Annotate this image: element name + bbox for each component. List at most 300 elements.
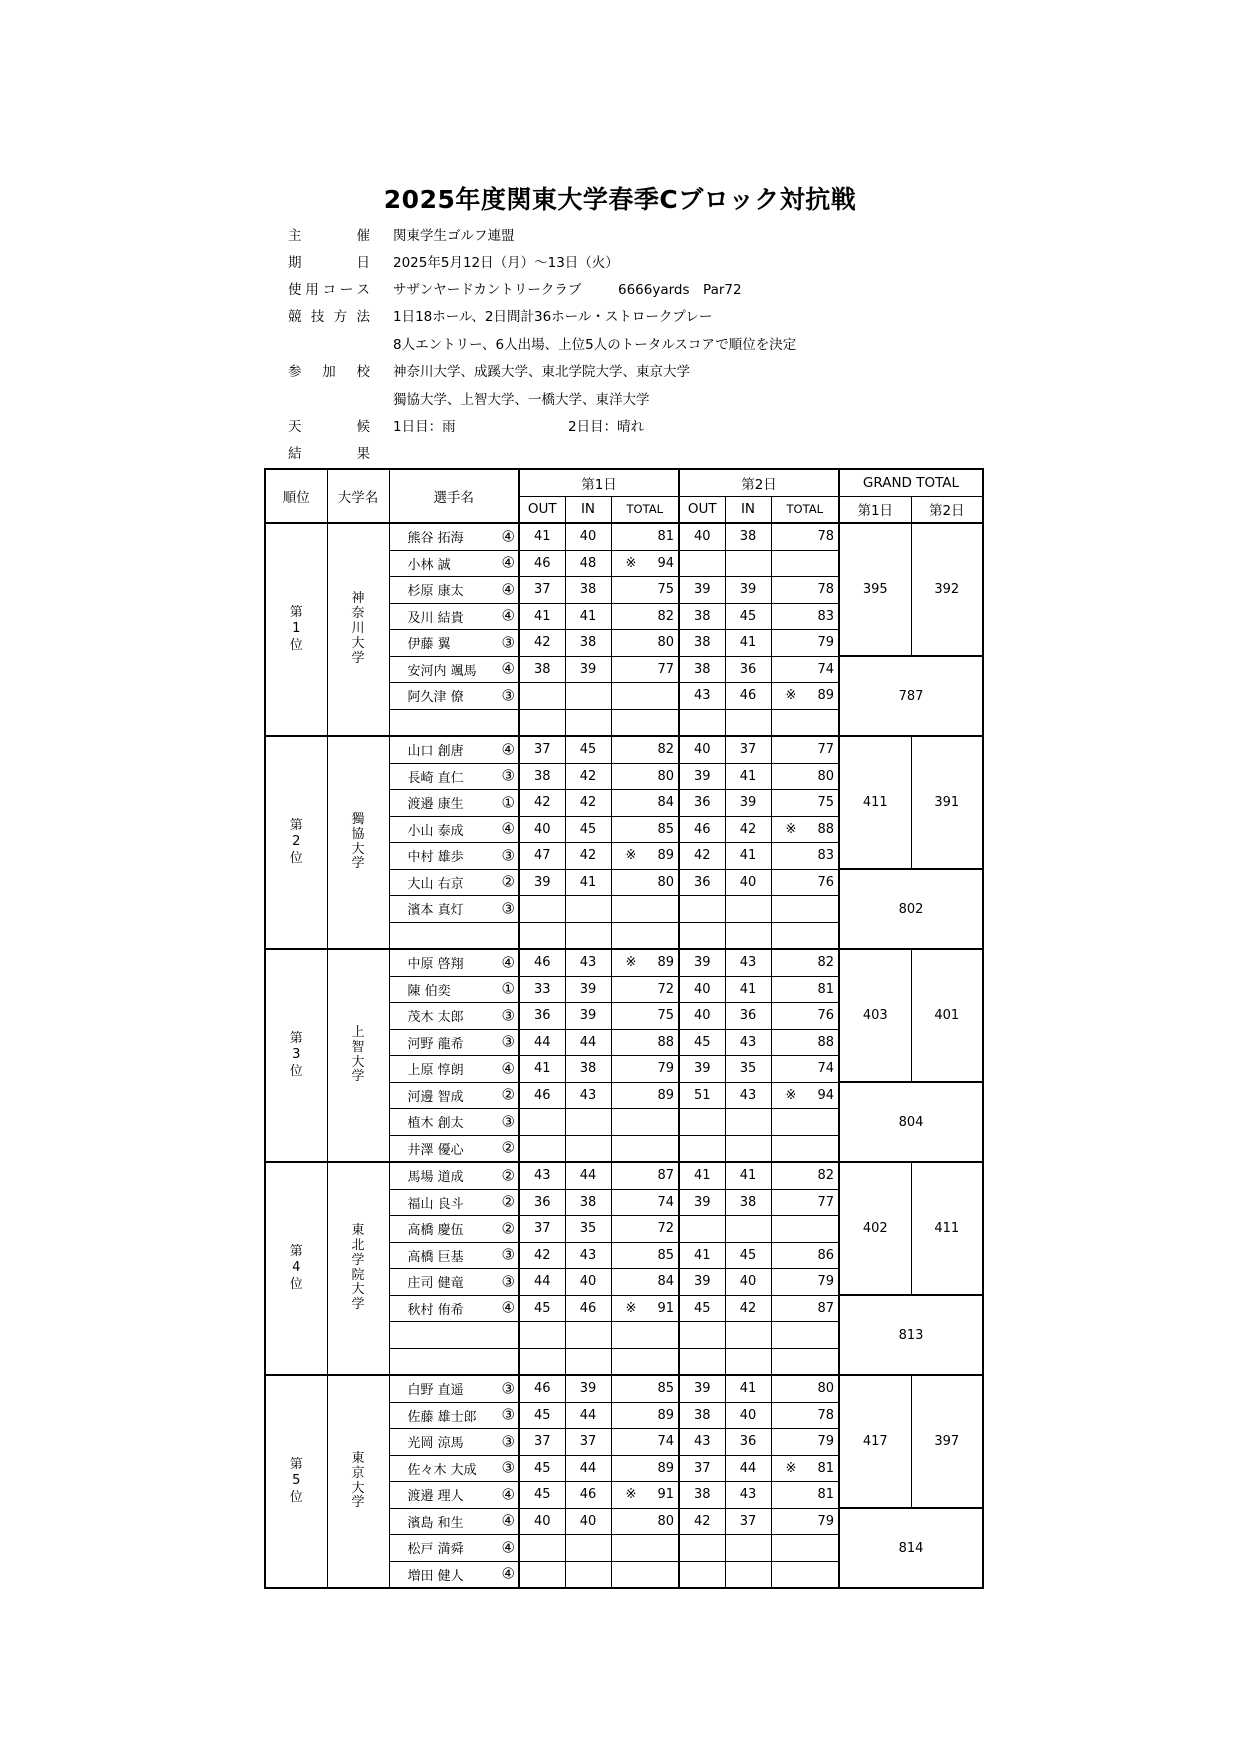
d2-out-score: 40 xyxy=(679,1003,725,1030)
grade-badge: ④ xyxy=(501,740,515,759)
team-grand-total: 787 xyxy=(839,656,983,736)
rank-cell xyxy=(265,1162,327,1375)
d1-total-score xyxy=(611,949,679,976)
rank-label: 第1位 xyxy=(289,605,303,653)
team-grand-total: 802 xyxy=(839,869,983,949)
d1-out-score xyxy=(519,709,565,736)
d1-out-score: 44 xyxy=(519,1029,565,1056)
player-name xyxy=(389,790,519,817)
total-value: 81 xyxy=(657,529,674,545)
grade-badge: ③ xyxy=(501,766,515,785)
d2-in-score xyxy=(725,1322,771,1349)
d1-in-score xyxy=(565,709,611,736)
total-value: 94 xyxy=(657,555,674,571)
total-value: 82 xyxy=(817,1168,834,1184)
player-name xyxy=(389,1508,519,1535)
team-grand-total: 804 xyxy=(839,1082,983,1162)
d2-out-score xyxy=(679,922,725,949)
player-name xyxy=(389,976,519,1003)
d2-total-score xyxy=(771,630,839,657)
d1-out-score: 36 xyxy=(519,1003,565,1030)
total-value: 74 xyxy=(817,661,834,677)
total-value: 88 xyxy=(817,821,834,837)
excluded-mark: ※ xyxy=(785,821,797,837)
grade-badge: ③ xyxy=(501,633,515,652)
d2-in-score: 41 xyxy=(725,1162,771,1189)
d1-total-score xyxy=(611,683,679,710)
player-name xyxy=(389,1109,519,1136)
total-value: 72 xyxy=(657,981,674,997)
d2-out-score xyxy=(679,1109,725,1136)
d2-total-score xyxy=(771,1029,839,1056)
d2-in-score: 39 xyxy=(725,790,771,817)
d1-out-score: 45 xyxy=(519,1482,565,1509)
total-value: 84 xyxy=(657,1274,674,1290)
d2-in-score: 46 xyxy=(725,683,771,710)
player-name xyxy=(389,1295,519,1322)
total-value: 74 xyxy=(817,1061,834,1077)
total-value: 89 xyxy=(657,1407,674,1423)
d1-total-score xyxy=(611,816,679,843)
page-title: 2025年度関東大学春季Cブロック対抗戦 xyxy=(383,185,857,214)
table-row xyxy=(265,736,983,763)
player-name xyxy=(389,843,519,870)
d2-out-score: 43 xyxy=(679,683,725,710)
header-player: 選手名 xyxy=(389,469,519,523)
player-name-text: 中原 啓翔 xyxy=(407,957,464,973)
player-name xyxy=(389,1429,519,1456)
total-value: 91 xyxy=(657,1300,674,1316)
team-grand-total: 813 xyxy=(839,1295,983,1375)
player-name-text: 佐々木 大成 xyxy=(407,1462,477,1478)
total-value: 78 xyxy=(817,582,834,598)
grade-badge: ① xyxy=(501,979,515,998)
total-value: 88 xyxy=(657,1034,674,1050)
grade-badge: ③ xyxy=(501,1379,515,1398)
d1-total-score xyxy=(611,1535,679,1562)
d2-in-score: 44 xyxy=(725,1455,771,1482)
d1-out-score: 38 xyxy=(519,656,565,683)
d1-out-score: 46 xyxy=(519,550,565,577)
d2-out-score: 40 xyxy=(679,976,725,1003)
d1-total-score xyxy=(611,763,679,790)
player-name-text: 上原 惇朗 xyxy=(407,1063,464,1079)
d1-in-score: 44 xyxy=(565,1029,611,1056)
d2-total-score xyxy=(771,1455,839,1482)
d1-total-score xyxy=(611,1162,679,1189)
d1-in-score: 41 xyxy=(565,603,611,630)
university-label: 東北学院大学 xyxy=(351,1222,365,1313)
d1-in-score: 45 xyxy=(565,736,611,763)
player-name-text: 福山 良斗 xyxy=(407,1196,464,1212)
team-day1-total: 395 xyxy=(839,523,911,656)
weather-day1: 1日目：雨 xyxy=(393,419,456,435)
d1-total-score xyxy=(611,577,679,604)
d2-total-score xyxy=(771,1375,839,1402)
player-name-text: 大山 右京 xyxy=(407,876,464,892)
d1-out-score: 40 xyxy=(519,816,565,843)
team-day2-total: 411 xyxy=(911,1162,983,1295)
d2-total-score xyxy=(771,763,839,790)
d2-in-score: 42 xyxy=(725,816,771,843)
total-value: 79 xyxy=(817,1513,834,1529)
d2-in-score: 41 xyxy=(725,763,771,790)
d2-in-score: 43 xyxy=(725,1029,771,1056)
d2-total-score xyxy=(771,1322,839,1349)
d2-total-score xyxy=(771,1269,839,1296)
d2-out-score: 39 xyxy=(679,1269,725,1296)
d2-out-score: 40 xyxy=(679,523,725,550)
player-name-text: 中村 雄歩 xyxy=(407,850,464,866)
d1-out-score: 43 xyxy=(519,1162,565,1189)
d2-total-score xyxy=(771,1295,839,1322)
d2-in-score xyxy=(725,1535,771,1562)
d1-total-score xyxy=(611,656,679,683)
d1-in-score: 42 xyxy=(565,763,611,790)
d1-in-score: 44 xyxy=(565,1402,611,1429)
d2-out-score: 40 xyxy=(679,736,725,763)
grade-badge: ② xyxy=(501,1085,515,1104)
player-name xyxy=(389,1242,519,1269)
d2-total-score xyxy=(771,656,839,683)
d2-total-score xyxy=(771,1216,839,1243)
player-name-text: 馬場 道成 xyxy=(407,1170,464,1186)
info-format-2 xyxy=(0,333,1240,357)
d1-total-score xyxy=(611,1295,679,1322)
d1-out-score: 42 xyxy=(519,1242,565,1269)
d2-in-score xyxy=(725,550,771,577)
d1-total-score xyxy=(611,790,679,817)
info-value: 1日18ホール、2日間計36ホール・ストロークプレー xyxy=(393,309,713,325)
total-value: 78 xyxy=(817,1407,834,1423)
player-name-text: 陳 伯奕 xyxy=(407,983,451,999)
d1-out-score xyxy=(519,1109,565,1136)
d1-in-score: 38 xyxy=(565,630,611,657)
d1-total-score xyxy=(611,709,679,736)
player-name-text: 濱本 真灯 xyxy=(407,903,464,919)
player-name-text: 松戸 満舜 xyxy=(407,1542,464,1558)
d1-in-score: 43 xyxy=(565,1082,611,1109)
d1-out-score xyxy=(519,896,565,923)
d2-out-score xyxy=(679,1322,725,1349)
excluded-mark: ※ xyxy=(625,1300,637,1316)
player-name xyxy=(389,922,519,949)
d1-total-score xyxy=(611,603,679,630)
d2-in-score: 43 xyxy=(725,949,771,976)
header-d2-in: IN xyxy=(725,496,771,523)
player-name xyxy=(389,1029,519,1056)
info-label: 天候 xyxy=(288,419,370,435)
grade-badge: ③ xyxy=(501,1112,515,1131)
d2-in-score: 45 xyxy=(725,1242,771,1269)
total-value: 80 xyxy=(657,635,674,651)
player-name xyxy=(389,683,519,710)
player-name-text: 熊谷 拓海 xyxy=(407,531,464,547)
d1-out-score: 40 xyxy=(519,1508,565,1535)
d2-in-score: 45 xyxy=(725,603,771,630)
d2-in-score: 41 xyxy=(725,843,771,870)
total-value: 80 xyxy=(657,1513,674,1529)
total-value: 89 xyxy=(657,1087,674,1103)
total-value: 82 xyxy=(817,955,834,971)
total-value: 83 xyxy=(817,848,834,864)
d2-total-score xyxy=(771,1482,839,1509)
d1-out-score: 41 xyxy=(519,523,565,550)
rank-cell xyxy=(265,1375,327,1588)
total-value: 78 xyxy=(817,529,834,545)
d1-in-score: 43 xyxy=(565,949,611,976)
rank-cell xyxy=(265,949,327,1162)
d2-in-score: 41 xyxy=(725,1375,771,1402)
d1-out-score: 33 xyxy=(519,976,565,1003)
d1-in-score: 46 xyxy=(565,1482,611,1509)
d2-in-score: 36 xyxy=(725,1003,771,1030)
d2-in-score: 43 xyxy=(725,1082,771,1109)
player-name xyxy=(389,1535,519,1562)
d2-total-score xyxy=(771,1535,839,1562)
university-name xyxy=(327,1162,389,1375)
player-name-text: 阿久津 僚 xyxy=(407,690,464,706)
total-value: 85 xyxy=(657,1381,674,1397)
grade-badge: ③ xyxy=(501,1245,515,1264)
player-name-text: 山口 創唐 xyxy=(407,744,464,760)
d2-out-score: 39 xyxy=(679,577,725,604)
excluded-mark: ※ xyxy=(785,688,797,704)
player-name-text: 小山 泰成 xyxy=(407,823,464,839)
d1-total-score xyxy=(611,1508,679,1535)
total-value: 86 xyxy=(817,1247,834,1263)
d1-in-score: 45 xyxy=(565,816,611,843)
header-d2-out: OUT xyxy=(679,496,725,523)
d2-total-score xyxy=(771,736,839,763)
header-d1-in: IN xyxy=(565,496,611,523)
d1-total-score xyxy=(611,1561,679,1588)
team-day2-total: 397 xyxy=(911,1375,983,1508)
table-row xyxy=(265,1162,983,1189)
d2-in-score: 37 xyxy=(725,1508,771,1535)
info-organizer xyxy=(0,224,1240,248)
player-name-text: 安河内 颯馬 xyxy=(407,663,477,679)
d2-out-score xyxy=(679,709,725,736)
team-day1-total: 417 xyxy=(839,1375,911,1508)
total-value: 81 xyxy=(817,1460,834,1476)
d2-out-score: 42 xyxy=(679,843,725,870)
d1-total-score xyxy=(611,1429,679,1456)
d1-total-score xyxy=(611,1029,679,1056)
d2-out-score: 38 xyxy=(679,656,725,683)
total-value: 81 xyxy=(817,1487,834,1503)
d2-in-score xyxy=(725,1348,771,1375)
total-value: 80 xyxy=(817,768,834,784)
d2-out-score xyxy=(679,1535,725,1562)
grade-badge: ④ xyxy=(501,1538,515,1557)
player-name xyxy=(389,1162,519,1189)
d1-total-score xyxy=(611,869,679,896)
d1-out-score xyxy=(519,1348,565,1375)
d2-total-score xyxy=(771,1109,839,1136)
info-value: 神奈川大学、成蹊大学、東北学院大学、東京大学 xyxy=(393,364,690,380)
d1-total-score xyxy=(611,1375,679,1402)
d2-total-score xyxy=(771,843,839,870)
player-name xyxy=(389,1269,519,1296)
info-label: 競技方法 xyxy=(288,309,370,325)
grade-badge: ③ xyxy=(501,686,515,705)
grade-badge: ③ xyxy=(501,1458,515,1477)
d2-total-score xyxy=(771,976,839,1003)
d1-total-score xyxy=(611,736,679,763)
d2-in-score xyxy=(725,1561,771,1588)
d1-out-score: 37 xyxy=(519,577,565,604)
total-value: 80 xyxy=(657,768,674,784)
info-label: 参加校 xyxy=(288,364,370,380)
table-row xyxy=(265,523,983,550)
player-name-text: 植木 創太 xyxy=(407,1116,464,1132)
grade-badge: ④ xyxy=(501,1564,515,1583)
d1-total-score xyxy=(611,922,679,949)
player-name-text: 及川 結貴 xyxy=(407,610,464,626)
d1-out-score: 38 xyxy=(519,763,565,790)
player-name xyxy=(389,1003,519,1030)
grade-badge: ④ xyxy=(501,527,515,546)
d1-out-score xyxy=(519,1561,565,1588)
player-name-text: 増田 健人 xyxy=(407,1568,464,1584)
grade-badge: ② xyxy=(501,1219,515,1238)
university-label: 獨協大学 xyxy=(351,811,365,872)
total-value: 87 xyxy=(817,1300,834,1316)
header-day2: 第2日 xyxy=(679,469,839,496)
player-name xyxy=(389,1189,519,1216)
grade-badge: ③ xyxy=(501,1272,515,1291)
player-name-text: 長崎 直仁 xyxy=(407,770,464,786)
player-name-text: 濱島 和生 xyxy=(407,1515,464,1531)
d1-out-score: 47 xyxy=(519,843,565,870)
d2-out-score: 42 xyxy=(679,1508,725,1535)
d1-total-score xyxy=(611,1109,679,1136)
d2-in-score: 37 xyxy=(725,736,771,763)
total-value: 94 xyxy=(817,1087,834,1103)
d1-in-score: 44 xyxy=(565,1455,611,1482)
d1-out-score: 46 xyxy=(519,949,565,976)
d1-out-score: 44 xyxy=(519,1269,565,1296)
d2-in-score: 40 xyxy=(725,1269,771,1296)
grade-badge: ④ xyxy=(501,606,515,625)
d2-in-score: 36 xyxy=(725,656,771,683)
info-label: 主催 xyxy=(288,228,370,244)
d2-out-score: 43 xyxy=(679,1429,725,1456)
d2-out-score: 39 xyxy=(679,763,725,790)
grade-badge: ④ xyxy=(501,953,515,972)
d1-in-score: 42 xyxy=(565,790,611,817)
total-value: 74 xyxy=(657,1434,674,1450)
d1-total-score xyxy=(611,1216,679,1243)
total-value: 79 xyxy=(817,1434,834,1450)
grade-badge: ④ xyxy=(501,580,515,599)
d1-out-score: 45 xyxy=(519,1455,565,1482)
total-value: 88 xyxy=(817,1034,834,1050)
grade-badge: ③ xyxy=(501,1405,515,1424)
d2-in-score: 40 xyxy=(725,1402,771,1429)
university-name xyxy=(327,1375,389,1588)
total-value: 82 xyxy=(657,608,674,624)
player-name xyxy=(389,656,519,683)
player-name-text: 河邊 智成 xyxy=(407,1089,464,1105)
grade-badge: ② xyxy=(501,1192,515,1211)
d1-in-score: 43 xyxy=(565,1242,611,1269)
d1-in-score: 39 xyxy=(565,656,611,683)
table-row xyxy=(265,949,983,976)
total-value: 79 xyxy=(657,1061,674,1077)
d2-in-score xyxy=(725,896,771,923)
d1-out-score xyxy=(519,1135,565,1162)
d1-out-score: 37 xyxy=(519,1429,565,1456)
excluded-mark: ※ xyxy=(625,955,637,971)
total-value: 89 xyxy=(657,1460,674,1476)
player-name xyxy=(389,736,519,763)
d2-out-score: 37 xyxy=(679,1455,725,1482)
d1-total-score xyxy=(611,1189,679,1216)
team-day1-total: 402 xyxy=(839,1162,911,1295)
info-label: 結果 xyxy=(288,446,370,462)
d1-in-score: 48 xyxy=(565,550,611,577)
total-value: 85 xyxy=(657,1247,674,1263)
d2-out-score: 38 xyxy=(679,603,725,630)
d2-in-score: 38 xyxy=(725,1189,771,1216)
d1-total-score xyxy=(611,630,679,657)
player-name xyxy=(389,709,519,736)
d2-total-score xyxy=(771,683,839,710)
d2-in-score: 43 xyxy=(725,1482,771,1509)
d1-out-score xyxy=(519,922,565,949)
total-value: 74 xyxy=(657,1194,674,1210)
d1-total-score xyxy=(611,896,679,923)
team-day2-total: 392 xyxy=(911,523,983,656)
header-rank: 順位 xyxy=(265,469,327,523)
total-value: 89 xyxy=(817,688,834,704)
grade-badge: ③ xyxy=(501,1032,515,1051)
d1-total-score xyxy=(611,1455,679,1482)
results-table xyxy=(264,468,984,1589)
d1-in-score: 38 xyxy=(565,1056,611,1083)
player-name xyxy=(389,603,519,630)
info-value: サザンヤードカントリークラブ xyxy=(393,282,582,298)
d1-out-score: 37 xyxy=(519,1216,565,1243)
player-name-text: 井澤 優心 xyxy=(407,1142,464,1158)
total-value: 91 xyxy=(657,1487,674,1503)
rank-label: 第4位 xyxy=(289,1244,303,1292)
total-value: 77 xyxy=(817,1194,834,1210)
player-name xyxy=(389,577,519,604)
player-name xyxy=(389,550,519,577)
d1-out-score: 36 xyxy=(519,1189,565,1216)
total-value: 83 xyxy=(817,608,834,624)
d1-total-score xyxy=(611,1082,679,1109)
header-d2-total: TOTAL xyxy=(771,496,839,523)
header-univ: 大学名 xyxy=(327,469,389,523)
d1-in-score: 38 xyxy=(565,1189,611,1216)
info-value: 関東学生ゴルフ連盟 xyxy=(393,228,515,244)
d1-in-score xyxy=(565,896,611,923)
d1-total-score xyxy=(611,1135,679,1162)
d2-total-score xyxy=(771,1162,839,1189)
d1-in-score: 38 xyxy=(565,577,611,604)
d1-out-score: 41 xyxy=(519,603,565,630)
total-value: 87 xyxy=(657,1168,674,1184)
d1-in-score: 40 xyxy=(565,1508,611,1535)
player-name xyxy=(389,896,519,923)
d1-in-score xyxy=(565,683,611,710)
grade-badge: ④ xyxy=(501,659,515,678)
d1-total-score xyxy=(611,1056,679,1083)
